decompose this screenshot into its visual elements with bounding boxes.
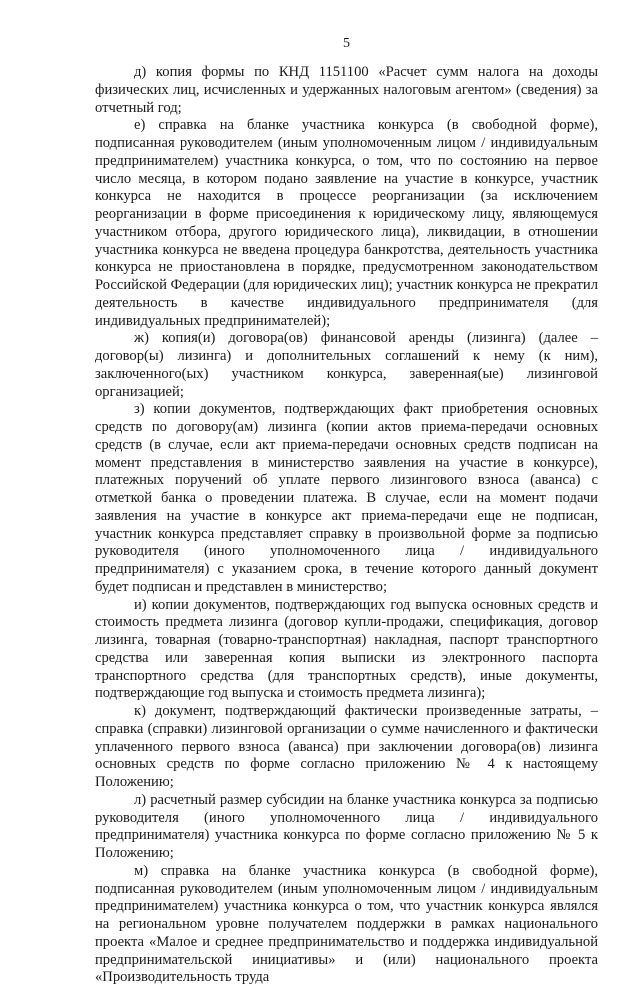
page-number: 5 xyxy=(343,36,350,51)
paragraph-zh: ж) копия(и) договора(ов) финансовой аренды (лизинга) (далее – договор(ы) лизинга) и дополнительных соглашений к нему (к ним), заключенного(ых) участником конкурса, заверенная(ые) лизинговой организацией; xyxy=(95,330,598,400)
paragraph-m: м) справка на бланке участника конкурса (в свободной форме), подписанная руководителем (иным уполномоченным лицом / индивидуальным предпринимателем) участника конкурса о том, что участник конкурса являлся на региональном уровне получателем поддержки в рамках национального проекта «Малое и среднее предпринимательство и поддержка индивидуальной предпринимательской инициативы» и (или) национального проекта «Производительность труда xyxy=(95,862,598,986)
paragraph-d: д) копия формы по КНД 1151100 «Расчет сумм налога на доходы физических лиц, исчисленных и удержанных налоговым агентом» (сведения) за отчетный год; xyxy=(95,64,598,116)
document-body xyxy=(95,64,598,987)
paragraph-k: к) документ, подтверждающий фактически произведенные затраты, – справка (справки) лизинговой организации о сумме начисленного и фактически уплаченного первого взноса (аванса) при заключении договора(ов) лизинга основных средств по форме согласно приложению № 4 к настоящему Положению; xyxy=(95,703,598,790)
paragraph-z: з) копии документов, подтверждающих факт приобретения основных средств по договору(ам) лизинга (копии актов приема-передачи основных средств (в случае, если акт приема-передачи основных средств подписан на момент представления в министерство заявления на участие в конкурсе), платежных поручений об уплате первого лизингового взноса (аванса) с отметкой банка о проведении платежа. В случае, если на момент подачи заявления на участие в конкурсе акт приема-передачи еще не подписан, участник конкурса представляет справку в произвольной форме за подписью руководителя (иного уполномоченного лица / индивидуального предпринимателя) с указанием срока, в течение которого данный документ будет подписан и представлен в министерство; xyxy=(95,401,598,595)
paragraph-l: л) расчетный размер субсидии на бланке участника конкурса за подписью руководителя (иного уполномоченного лица / индивидуального предпринимателя) участника конкурса по форме согласно приложению № 5 к Положению; xyxy=(95,791,598,861)
paragraph-e: е) справка на бланке участника конкурса (в свободной форме), подписанная руководителем (иным уполномоченным лицом / индивидуальным предпринимателем) участника конкурса, о том, что по состоянию на первое число месяца, в котором подано заявление на участие в конкурсе, участник конкурса не находится в процессе реорганизации (за исключением реорганизации в форме присоединения к юридическому лицу, являющемуся участником отбора, другого юридического лица), ликвидации, в отношении участника конкурса не введена процедура банкротства, деятельность участника конкурса не приостановлена в порядке, предусмотренном законодательством Российской Федерации (для юридических лиц); участник конкурса не прекратил деятельность в качестве индивидуального предпринимателя (для индивидуальных предпринимателей); xyxy=(95,117,598,329)
paragraph-i: и) копии документов, подтверждающих год выпуска основных средств и стоимость предмета лизинга (договор купли-продажи, спецификация, договор лизинга, товарная (товарно-транспортная) накладная, паспорт транспортного средства или заверенная копия выписки из электронного паспорта транспортного средства (для транспортных средств), иные документы, подтверждающие год выпуска и стоимость предмета лизинга); xyxy=(95,596,598,702)
